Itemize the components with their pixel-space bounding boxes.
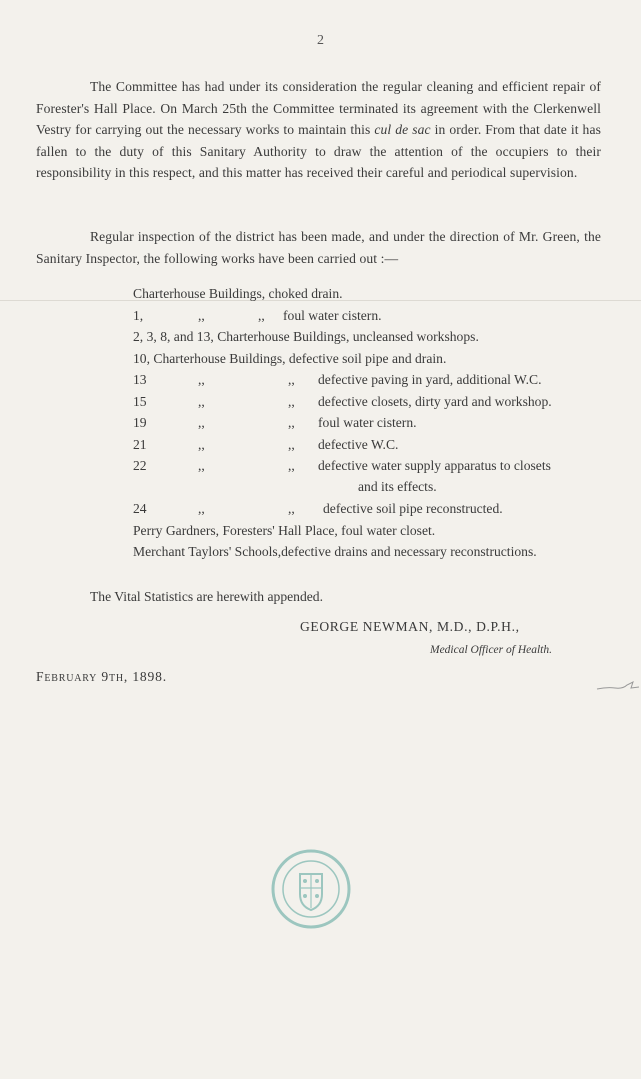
ditto-mark: ,, (198, 436, 205, 452)
library-stamp-icon (270, 848, 352, 930)
ditto-mark: ,, (198, 458, 205, 473)
ditto-mark: ,, (198, 501, 205, 516)
page-number: 2 (317, 33, 324, 48)
ditto-mark: ,, (198, 415, 205, 430)
item-description: foul water cistern. (318, 415, 417, 430)
italic-phrase: cul de sac (374, 122, 431, 137)
ditto-mark: ,, (288, 393, 295, 409)
list-item (133, 434, 613, 456)
item-number: 13 (133, 372, 147, 387)
list-item (133, 326, 613, 348)
signature-name: GEORGE NEWMAN, M.D., D.P.H., (300, 619, 520, 634)
pen-mark-icon (595, 680, 640, 692)
signature-title: Medical Officer of Health. (430, 644, 552, 656)
list-item-text: Perry Gardners, Foresters' Hall Place, foul water closet. (133, 522, 436, 538)
item-number: 1, (133, 307, 144, 323)
ditto-mark: ,, (288, 501, 295, 516)
ditto-mark: ,, (198, 393, 205, 409)
list-item (133, 305, 613, 327)
item-number: 22 (133, 458, 147, 473)
ditto-mark: ,, (258, 307, 265, 323)
item-description-cont: and its effects. (358, 479, 437, 494)
works-list (133, 283, 613, 563)
item-description: defective soil pipe reconstructed. (323, 501, 503, 516)
item-description: defective W.C. (318, 436, 399, 452)
vital-statistics-note: The Vital Statistics are herewith appended. (90, 589, 323, 604)
item-number: 24 (133, 501, 147, 516)
paragraph-inspection: Regular inspection of the district has been made, and under the direction of Mr. Green, the Sanitary Inspector, the following works have been carried out :— (36, 229, 601, 266)
paragraph-forester-hall (36, 76, 601, 184)
item-description: defective water supply apparatus to closets (318, 458, 551, 473)
ditto-mark: ,, (288, 372, 295, 387)
list-item (133, 412, 613, 434)
list-item (133, 391, 613, 413)
list-item (133, 541, 613, 563)
item-number: 19 (133, 415, 147, 430)
item-number: 21 (133, 436, 147, 452)
list-item-text: Charterhouse Buildings, choked drain. (133, 286, 343, 301)
paragraph-text: The Committee has had under its consideration the regular cleaning and efficient repair of Forester's Hall Place. On March 25th the Committee terminated its agreement with the Clerkenwell Vestry for carrying out the necessary works to maintain this (36, 79, 601, 137)
list-item (133, 455, 613, 498)
list-item (133, 498, 613, 520)
list-item (133, 520, 613, 542)
ditto-mark: ,, (288, 436, 295, 452)
list-item (133, 283, 613, 305)
ditto-mark: ,, (198, 307, 205, 323)
list-item-text: 2, 3, 8, and 13, Charterhouse Buildings, uncleansed workshops. (133, 329, 479, 344)
item-description: defective closets, dirty yard and workshop. (318, 393, 552, 409)
document-date: February 9th, 1898. (36, 669, 167, 684)
item-number: 15 (133, 393, 147, 409)
item-description: foul water cistern. (283, 307, 382, 323)
ditto-mark: ,, (288, 415, 295, 430)
paragraph-text-cont: in order. From that date it has fallen to the duty of this Sanitary Authority to draw the attention of the occupiers to their responsibility in this respect, and this matter has received their careful and periodical supervision. (36, 122, 601, 180)
list-item (133, 369, 613, 391)
ditto-mark: ,, (198, 372, 205, 387)
item-description: defective paving in yard, additional W.C. (318, 372, 542, 387)
ditto-mark: ,, (288, 458, 295, 473)
list-item (133, 348, 613, 370)
list-item-text: 10, Charterhouse Buildings, defective soil pipe and drain. (133, 350, 447, 366)
list-item-text: Merchant Taylors' Schools,defective drains and necessary reconstructions. (133, 544, 537, 559)
